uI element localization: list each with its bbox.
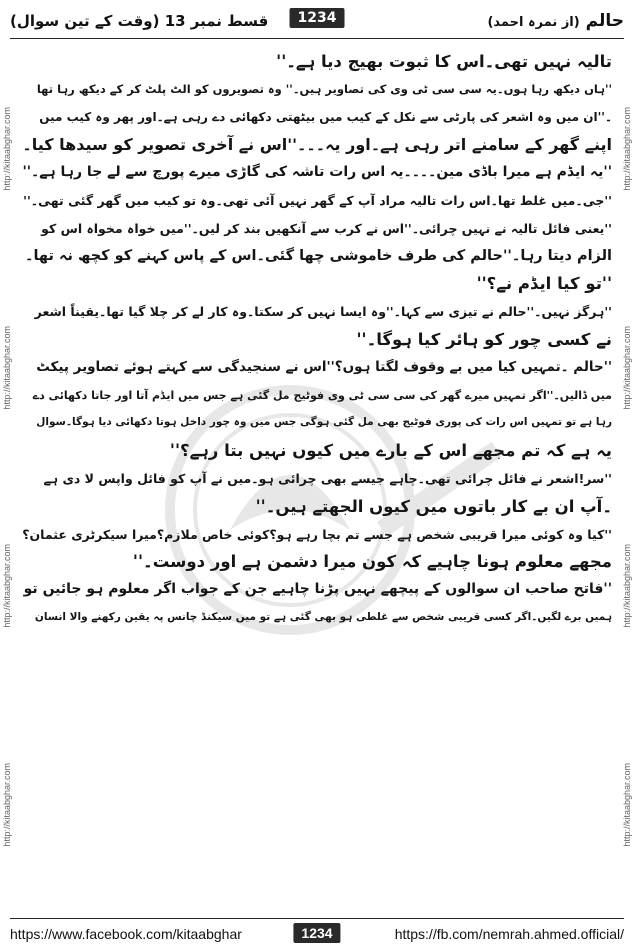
header-page-number: 1234 (290, 8, 345, 28)
text-line: ''کیا وہ کوئی میرا قریبی شخص ہے جسے تم بچا رہے ہو؟کوئی خاص ملازم؟میرا سیکرٹری عثمان؟ (22, 526, 612, 542)
text-line: ''ہرگز نہیں۔''حالم نے تیزی سے کہا۔''وہ ایسا نہیں کر سکتا۔وہ کار لے کر چلا گیا تھا۔یقیناً اشعر (34, 304, 612, 320)
text-line: مجھے معلوم ہونا چاہیے کہ کون میرا دشمن ہے اور دوست۔'' (132, 552, 612, 572)
text-line: ۔''ان میں وہ اشعر کی پارٹی سے نکل کے کیب میں بیٹھتی دکھائی دے رہی ہے۔اور پھر وہ کیب میں (39, 109, 612, 124)
side-watermark-text: http://kitaabghar.com (2, 107, 12, 192)
footer-page-number: 1234 (293, 923, 340, 943)
side-watermark-text: http://kitaabghar.com (2, 762, 12, 847)
text-line: ''جی۔میں غلط تھا۔اس رات تالیہ مراد آپ کے گھر نہیں آئی تھی۔وہ تو کیب میں گھر گئی تھی۔'' (23, 192, 612, 208)
series-title (487, 11, 624, 31)
text-line: یہ ہے کہ تم مجھے اس کے بارے میں کیوں نہیں بتا رہے؟'' (169, 441, 612, 461)
side-watermark-text: http://kitaabghar.com (622, 325, 632, 410)
text-line: ہمیں برے لگیں۔اگر کسی قریبی شخص سے غلطی ہو بھی گئی ہے تو میں سیکنڈ چانس پہ یقین رکھنے والا انسان (34, 610, 612, 623)
text-line: ''یہ ایڈم ہے میرا باڈی مین۔۔۔۔یہ اس رات تاشہ کی گاڑی میرے پورچ سے لے جا رہا ہے۔'' (22, 164, 612, 181)
text-line: ''فاتح صاحب ان سوالوں کے پیچھے نہیں پڑنا چاہیے جن کے جواب اگر معلوم ہو جائیں تو (23, 581, 612, 598)
story-text (22, 48, 612, 632)
text-line: ۔آپ ان بے کار باتوں میں کیوں الجھتے ہیں۔'' (255, 496, 612, 516)
text-line: ''سر!اشعر نے فائل چرائی تھی۔چاہے جیسے بھی چرائی ہو۔میں نے آپ کو فائل واپس لا دی ہے (43, 470, 612, 486)
text-line: ''تو کیا ایڈم نے؟'' (476, 274, 612, 294)
left-watermark (0, 40, 14, 914)
text-line: اپنے گھر کے سامنے اتر رہی ہے۔اور یہ۔۔۔''اس نے آخری تصویر کو سیدھا کیا۔ (22, 135, 612, 155)
side-watermark-text: http://kitaabghar.com (622, 544, 632, 629)
page-header (10, 6, 624, 36)
side-watermark-text: http://kitaabghar.com (2, 325, 12, 410)
text-line: الزام دیتا رہا۔''حالم کی طرف خاموشی چھا گئی۔اس کے پاس کہنے کو کچھ نہ تھا۔ (24, 247, 612, 264)
text-line: ''حالم ۔تمہیں کیا میں بے وقوف لگتا ہوں؟''اس نے سنجیدگی سے کہتے ہوئے تصاویر پیکٹ (36, 358, 612, 375)
author-facebook-link[interactable]: https://fb.com/nemrah.ahmed.official/ (394, 926, 624, 942)
header-divider (10, 38, 624, 39)
episode-title: قسط نمبر 13 (وقت کے تین سوال) (10, 12, 269, 30)
text-line: ''یعنی فائل تالیہ نے نہیں چرائی۔''اس نے کرب سے آنکھیں بند کر لیں۔''میں خواہ مخواہ اس کو (41, 220, 612, 236)
page-footer (10, 922, 624, 946)
side-watermark-text: http://kitaabghar.com (622, 762, 632, 847)
author-name: (از نمرہ احمد) (487, 15, 580, 30)
text-line: تالیہ نہیں تھی۔اس کا ثبوت بھیج دیا ہے۔'' (276, 52, 612, 71)
right-watermark (620, 40, 634, 914)
text-line: رہا ہے تو تمہیں اس رات کی پوری فوٹیج بھی مل گئی ہوگی جس میں وہ چور داخل ہوتا دکھائی دیا ہوگا۔سوال (36, 416, 612, 429)
text-line: ''ہاں دیکھ رہا ہوں۔یہ سی سی ٹی وی کی تصاویر ہیں۔'' وہ تصویروں کو الٹ پلٹ کر کے دیکھ رہا تھا (36, 81, 612, 96)
text-line: نے کسی چور کو ہائر کیا ہوگا۔'' (356, 329, 612, 349)
footer-divider (10, 918, 624, 919)
side-watermark-text: http://kitaabghar.com (2, 544, 12, 629)
side-watermark-text: http://kitaabghar.com (622, 107, 632, 192)
facebook-link[interactable]: https://www.facebook.com/kitaabghar (10, 926, 242, 942)
novel-name: حالم (585, 11, 624, 31)
text-line: میں ڈالیں۔''اگر تمہیں میرے گھر کی سی سی ٹی وی فوٹیج مل گئی ہے جس میں ایڈم آتا اور جاتا دکھائی دے (32, 388, 612, 402)
